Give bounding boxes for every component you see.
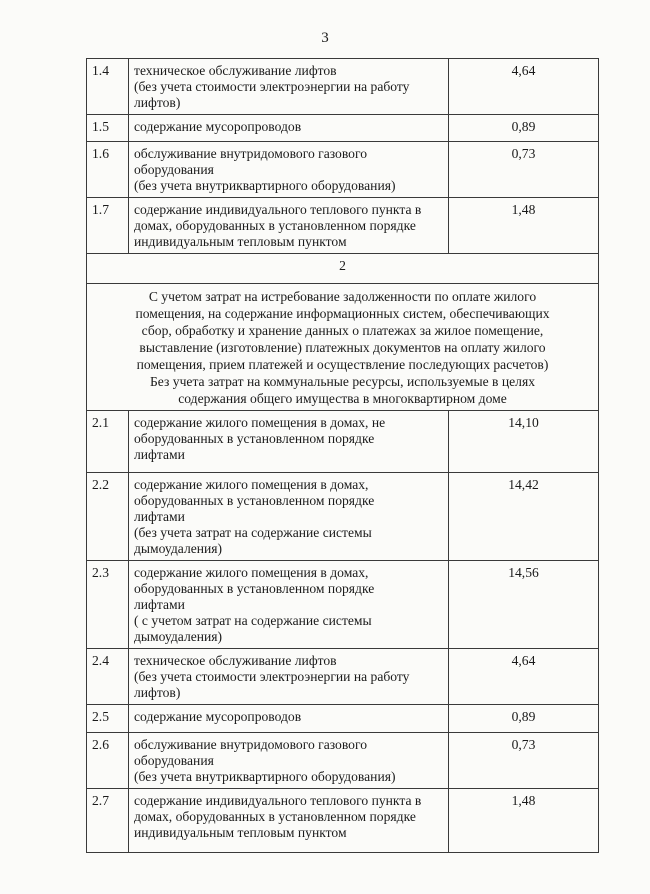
item-number: 2.3 <box>87 561 129 649</box>
description-line: дымоудаления) <box>134 629 223 644</box>
item-value: 14,10 <box>449 411 599 473</box>
section-line: сбор, обработку и хранение данных о платежах за жилое помещение, <box>141 323 544 338</box>
description-line: индивидуальным тепловым пунктом <box>134 825 347 840</box>
section-line: помещения, на содержание информационных систем, обеспечивающих <box>135 306 550 321</box>
description-line: оборудования <box>134 753 214 768</box>
item-value: 14,42 <box>449 473 599 561</box>
item-description <box>129 59 449 115</box>
description-line: ( с учетом затрат на содержание системы <box>134 613 372 628</box>
table-row <box>87 411 599 473</box>
table-row <box>87 115 599 142</box>
item-number: 2.6 <box>87 733 129 789</box>
description-line: дымоудаления) <box>134 541 223 556</box>
item-number: 2.5 <box>87 705 129 733</box>
item-number: 1.4 <box>87 59 129 115</box>
section-line: содержания общего имущества в многоквартирном доме <box>178 391 507 406</box>
table-row <box>87 733 599 789</box>
item-value: 0,89 <box>449 705 599 733</box>
section-line: Без учета затрат на коммунальные ресурсы, используемые в целях <box>150 374 535 389</box>
item-value: 0,73 <box>449 733 599 789</box>
page-number: 3 <box>321 30 329 46</box>
item-number: 2.2 <box>87 473 129 561</box>
description-line: (без учета внутриквартирного оборудования) <box>134 178 396 193</box>
description-line: лифтами <box>134 597 185 612</box>
description-line: обслуживание внутридомового газового <box>134 146 367 161</box>
description-line: (без учета внутриквартирного оборудования) <box>134 769 396 784</box>
description-line: лифтов) <box>134 95 181 110</box>
section-line: помещения, прием платежей и осуществление последующих расчетов) <box>136 357 549 372</box>
description-line: содержание мусоропроводов <box>134 119 302 134</box>
item-number: 2.1 <box>87 411 129 473</box>
item-value: 0,73 <box>449 142 599 198</box>
description-line: содержание жилого помещения в домах, не <box>134 415 386 430</box>
section-line: С учетом затрат на истребование задолженности по оплате жилого <box>148 289 537 304</box>
item-description <box>129 198 449 254</box>
description-line: лифтами <box>134 509 185 524</box>
item-description <box>129 142 449 198</box>
item-number: 1.5 <box>87 115 129 142</box>
description-line: лифтами <box>134 447 185 462</box>
description-line: содержание индивидуального теплового пункта в <box>134 202 422 217</box>
item-description <box>129 473 449 561</box>
description-line: лифтов) <box>134 685 181 700</box>
item-value: 4,64 <box>449 59 599 115</box>
item-value: 4,64 <box>449 649 599 705</box>
item-number: 1.6 <box>87 142 129 198</box>
item-description <box>129 411 449 473</box>
item-description <box>129 705 449 733</box>
item-description <box>129 649 449 705</box>
section-2-header <box>87 254 599 411</box>
table-row <box>87 198 599 254</box>
section-row <box>87 254 599 284</box>
description-line: оборудованных в установленном порядке <box>134 493 375 508</box>
description-line: (без учета затрат на содержание системы <box>134 525 372 540</box>
item-value: 0,89 <box>449 115 599 142</box>
description-line: домах, оборудованных в установленном порядке <box>134 218 416 233</box>
item-number: 2.4 <box>87 649 129 705</box>
item-value: 1,48 <box>449 789 599 853</box>
item-value: 1,48 <box>449 198 599 254</box>
description-line: (без учета стоимости электроэнергии на работу <box>134 669 410 684</box>
description-line: техническое обслуживание лифтов <box>134 653 337 668</box>
item-number: 1.7 <box>87 198 129 254</box>
description-line: оборудованных в установленном порядке <box>134 431 375 446</box>
description-line: (без учета стоимости электроэнергии на работу <box>134 79 410 94</box>
table-row <box>87 59 599 115</box>
item-number: 2.7 <box>87 789 129 853</box>
table-row <box>87 789 599 853</box>
rates-table <box>86 58 599 853</box>
rates-table-body-2 <box>87 411 599 853</box>
description-line: домах, оборудованных в установленном порядке <box>134 809 416 824</box>
rates-table-body-1 <box>87 59 599 254</box>
item-description <box>129 733 449 789</box>
section-text-row <box>87 284 599 411</box>
item-description <box>129 789 449 853</box>
description-line: обслуживание внутридомового газового <box>134 737 367 752</box>
table-row <box>87 142 599 198</box>
section-description <box>87 284 599 411</box>
section-number: 2 <box>87 254 599 284</box>
section-line: выставление (изготовление) платежных документов на оплату жилого <box>139 340 546 355</box>
description-line: содержание жилого помещения в домах, <box>134 565 369 580</box>
description-line: индивидуальным тепловым пунктом <box>134 234 347 249</box>
table-row <box>87 561 599 649</box>
item-value: 14,56 <box>449 561 599 649</box>
description-line: содержание мусоропроводов <box>134 709 302 724</box>
description-line: содержание индивидуального теплового пункта в <box>134 793 422 808</box>
item-description <box>129 561 449 649</box>
description-line: содержание жилого помещения в домах, <box>134 477 369 492</box>
table-row <box>87 473 599 561</box>
description-line: оборудования <box>134 162 214 177</box>
table-row <box>87 649 599 705</box>
description-line: техническое обслуживание лифтов <box>134 63 337 78</box>
table-row <box>87 705 599 733</box>
description-line: оборудованных в установленном порядке <box>134 581 375 596</box>
item-description <box>129 115 449 142</box>
